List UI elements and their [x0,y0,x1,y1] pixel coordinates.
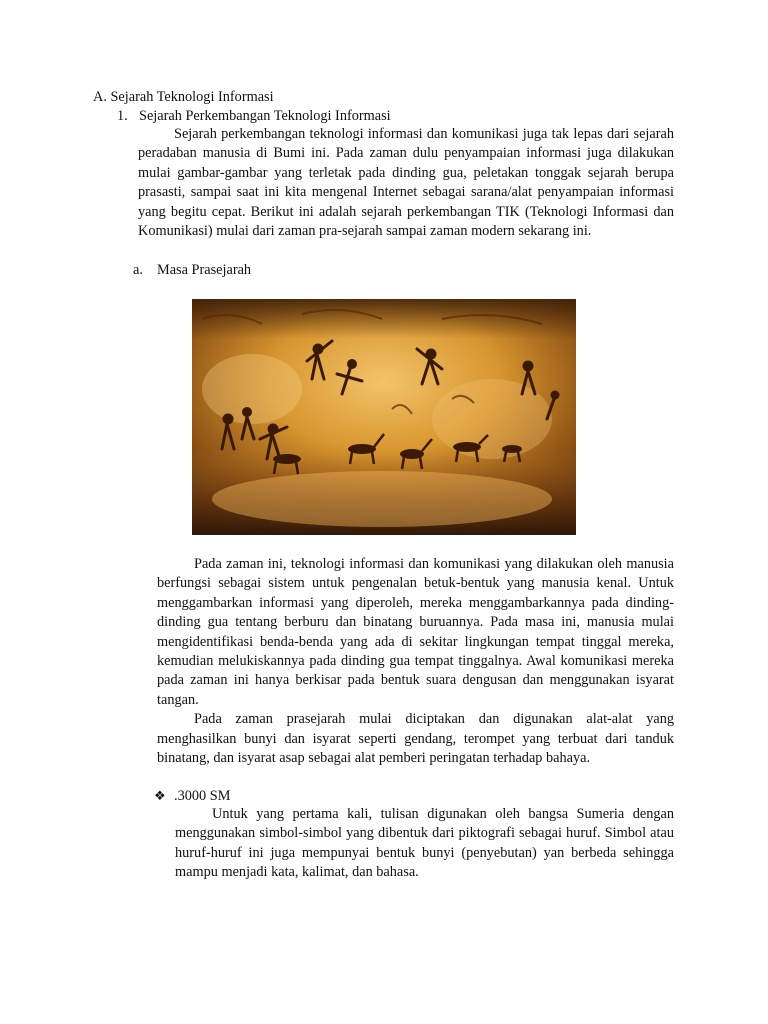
prasejarah-section [157,555,674,768]
sumeria-section [175,805,674,883]
intro-paragraph-text: Sejarah perkembangan teknologi informasi dan komunikasi juga tak lepas dari sejarah peradaban manusia di Bumi ini. Pada zaman dulu penyampaian informasi juga dilakukan mulai gambar-gambar yang terletak pada dinding gua, peletakan tonggak sejarah berupa prasasti, sampai saat ini kita mengenal Internet sebagai sarana/alat penyampaian informasi yang begitu cepat. Berikut ini adalah sejarah perkembangan TIK (Teknologi Informasi dan Komunikasi) mulai dari zaman pra-sejarah sampai zaman modern sekarang ini. [138,126,674,240]
prasejarah-paragraph: Pada zaman ini, teknologi informasi dan komunikasi yang dilakukan oleh manusia berfungsi sebagai sistem untuk pengenalan betuk-bentuk yang manusia kenal. Untuk menggambarkan informasi yang diperoleh, mereka menggambarkannya pada dinding-dinding gua tentang berburu dan binatang buruannya. Pada masa ini, manusia mulai mengidentifikasi benda-benda yang ada di sekitar lingkungan tempat tinggal mereka, kemudian melukiskannya pada dinding gua tempat tinggalnya. Awal komunikasi mereka pada zaman ini hanya berkisar pada bentuk suara dengusan dan menggunakan isyarat tangan. [157,556,674,708]
prasejarah-paragraph: Pada zaman prasejarah mulai diciptakan dan digunakan alat-alat yang menghasilkan bunyi dan isyarat seperti gendang, terompet yang terbuat dari tanduk binatang, dan isyarat asap sebagai alat pemberi peringatan terhadap bahaya. [157,711,674,767]
cave-painting-image [192,299,576,535]
diamond-bullet-icon: ❖ [154,789,166,804]
item-a-title: Masa Prasejarah [157,262,252,278]
subsection-number: 1. [117,108,128,124]
bullet-label: .3000 SM [174,788,231,804]
subsection-title: Sejarah Perkembangan Teknologi Informasi [139,108,391,124]
section-heading: A. Sejarah Teknologi Informasi [93,89,274,105]
bullet-heading [154,787,230,806]
item-a-heading [133,261,251,279]
sumeria-paragraph: Untuk yang pertama kali, tulisan digunakan oleh bangsa Sumeria dengan menggunakan simbol-simbol yang dibentuk dari piktografi sebagai huruf. Simbol atau huruf-huruf ini juga mempunyai bentuk bunyi (penyebutan) yan berbeda sehingga mampu menjadi kata, kalimat, dan bahasa. [175,806,674,881]
subsection-heading [117,107,391,125]
intro-paragraph [138,125,674,241]
item-a-marker: a. [133,262,143,278]
